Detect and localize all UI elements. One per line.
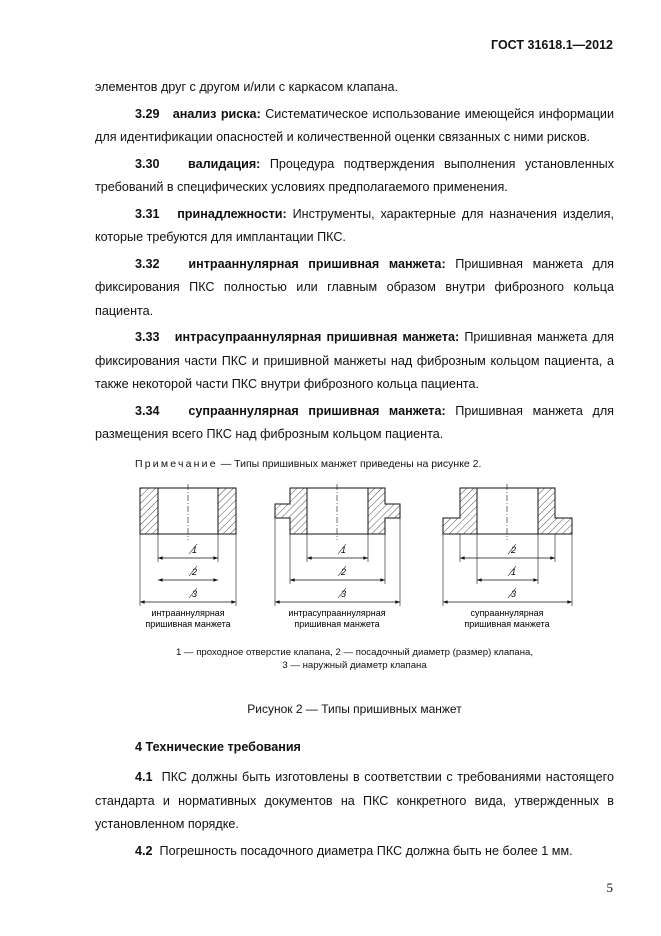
dim-label: 2	[511, 545, 517, 555]
paragraph-3-30: 3.30 валидация: Процедура подтверждения выполнения установленных требований в специфических условиях предполагаемого применения.	[95, 156, 615, 194]
paragraph-4-1: 4.1 ПКС должны быть изготовлены в соответствии с требованиями настоящего стандарта и нормативных документов на ПКС конкретного вида, утвержденных в установленном порядке.	[95, 770, 614, 831]
document-header: ГОСТ 31618.1—2012	[491, 38, 613, 52]
section-heading: 4 Технические требования	[135, 740, 301, 754]
figure-2-diagram	[125, 476, 585, 636]
definitions-block	[95, 76, 614, 470]
section-body	[95, 766, 614, 863]
diagram-label-line1: супрааннулярная	[470, 608, 544, 618]
paragraph-3-29: 3.29 анализ риска: Систематическое использование имеющейся информации для идентификации опасностей и количественной оценки связанных с ними рисков.	[95, 106, 615, 144]
figure-legend	[95, 646, 614, 672]
diagram-supra-annular	[443, 484, 572, 629]
dim-label: 3	[192, 589, 198, 599]
paragraph-4-2: 4.2 Погрешность посадочного диаметра ПКС должна быть не более 1 мм.	[135, 843, 573, 858]
dim-label: 1	[341, 545, 347, 555]
diagram-label-line2: пришивная манжета	[464, 619, 550, 629]
paragraph-3-31: 3.31 принадлежности: Инструменты, характерные для назначения изделия, которые требуются для имплантации ПКС.	[95, 206, 615, 244]
dim-label: 3	[511, 589, 517, 599]
note: Примечание — Типы пришивных манжет приведены на рисунке 2.	[135, 457, 482, 470]
diagram-label-line2: пришивная манжета	[145, 619, 231, 629]
dim-label: 2	[192, 567, 198, 577]
page-number: 5	[606, 880, 613, 895]
dim-label: 2	[341, 567, 347, 577]
diagram-label-line2: пришивная манжета	[294, 619, 380, 629]
dim-label: 1	[192, 545, 198, 555]
paragraph-continuation: элементов друг с другом и/или с каркасом клапана.	[95, 80, 399, 94]
diagram-label-line1: интрасупрааннулярная	[288, 608, 386, 618]
dim-label: 1	[511, 567, 517, 577]
diagram-intra-annular	[140, 484, 236, 629]
diagram-label-line1: интрааннулярная	[151, 608, 225, 618]
paragraph-3-33: 3.33 интрасупрааннулярная пришивная манжета: Пришивная манжета для фиксирования части ПКС и пришивной манжеты над фиброзным кольцом пациента, а также некоторой части ПКС внутри фиброзного кольца пациента.	[95, 330, 614, 391]
paragraph-3-34: 3.34 супрааннулярная пришивная манжета: Пришивная манжета для размещения всего ПКС над фиброзным кольцом пациента.	[95, 403, 614, 441]
diagram-intra-supra-annular	[275, 484, 400, 629]
figure-caption: Рисунок 2 — Типы пришивных манжет	[247, 702, 462, 716]
paragraph-3-32: 3.32 интрааннулярная пришивная манжета: Пришивная манжета для фиксирования ПКС полностью или главным образом внутри фиброзного кольца пациента.	[95, 256, 615, 318]
dim-label: 3	[341, 589, 347, 599]
legend-line-1: 1 — проходное отверстие клапана, 2 — посадочный диаметр (размер) клапана,	[175, 647, 534, 658]
legend-line-2: 3 — наружный диаметр клапана	[282, 660, 427, 671]
